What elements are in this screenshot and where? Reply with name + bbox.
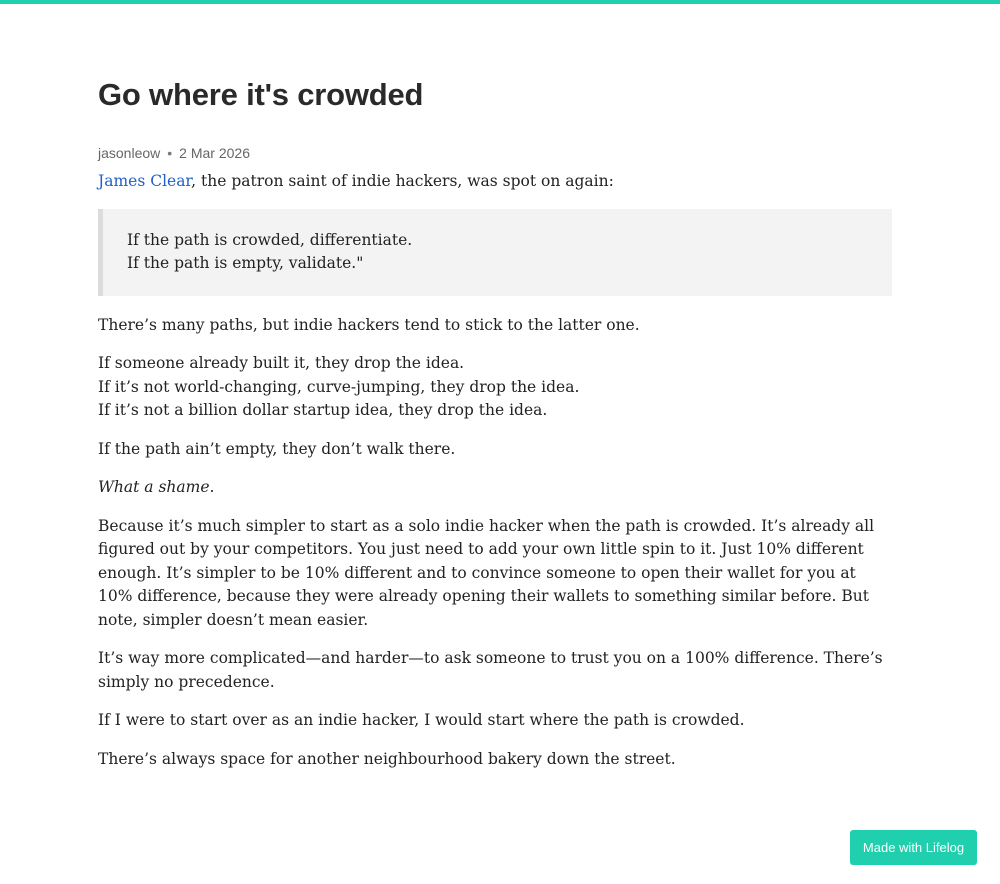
paragraph-1: There’s many paths, but indie hackers tend to stick to the latter one. [98,315,640,334]
blockquote [98,209,892,296]
paragraph-8: There’s always space for another neighbourhood bakery down the street. [98,749,676,768]
intro-paragraph [98,170,892,194]
intro-text: , the patron saint of indie hackers, was spot on again: [191,172,614,190]
post-meta [98,144,892,162]
paragraph-2-line-2: If it’s not world-changing, curve-jumping, they drop the idea. [98,377,580,396]
paragraph-2-line-1: If someone already built it, they drop the idea. [98,354,465,372]
made-with-lifelog-button[interactable]: Made with Lifelog [850,830,977,865]
quote-line-1: If the path is crowded, differentiate. [127,230,413,249]
paragraph-3: If the path ain’t empty, they don’t walk there. [98,439,456,458]
post-article [98,74,892,786]
paragraph-2-line-3: If it’s not a billion dollar startup idea, they drop the idea. [98,401,548,419]
post-title: Go where it's crowded [98,77,424,112]
post-date: 2 Mar 2026 [179,145,250,161]
paragraph-7: If I were to start over as an indie hacker, I would start where the path is crowded. [98,711,745,729]
paragraph-4 [98,476,892,500]
meta-separator: • [167,145,173,161]
paragraph-2 [98,352,892,423]
post-author[interactable]: jasonleow [98,145,161,161]
paragraph-5: Because it’s much simpler to start as a solo indie hacker when the path is crowded. It’s already all figured out by your competitors. You just need to add your own little spin to it. Just 10% different enough. It’s simpler to be 10% different and to convince someone to open their wallet for you at 10% difference, because they were already opening their wallets to something similar before. But note, simpler doesn’t mean easier. [98,516,875,629]
james-clear-link[interactable]: James Clear [98,172,192,190]
paragraph-6: It’s way more complicated—and harder—to ask someone to trust you on a 100% difference. There’s simply no precedence. [98,649,883,691]
top-accent-bar [0,0,1000,4]
emphasis-text: What a shame. [98,478,215,496]
post-body [98,170,892,771]
quote-line-2: If the path is empty, validate." [127,254,364,272]
